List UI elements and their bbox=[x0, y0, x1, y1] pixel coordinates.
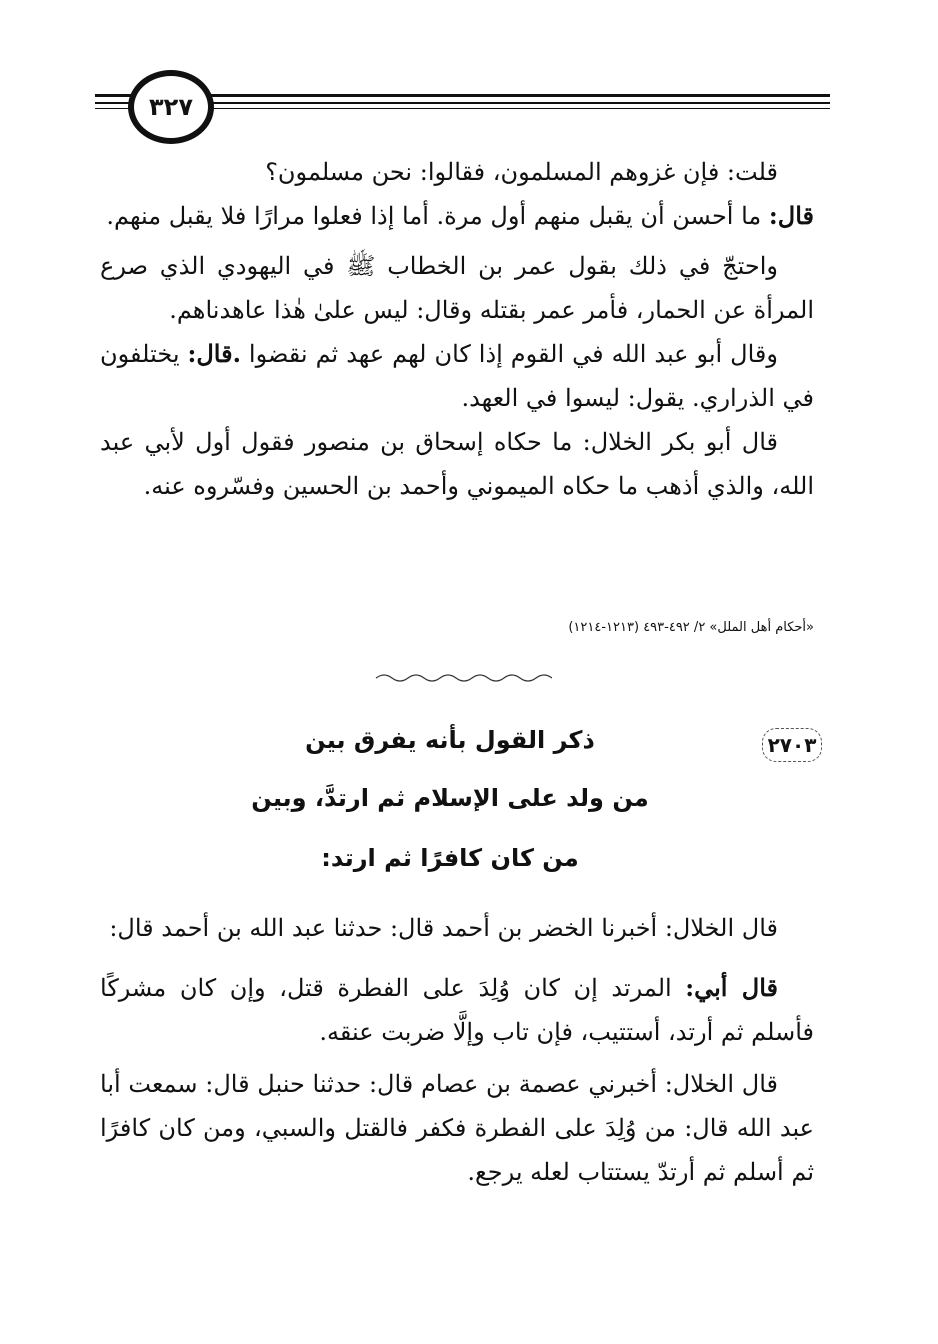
section-heading: من ولد على الإسلام ثم ارتدَّ، وبين bbox=[251, 784, 649, 812]
paragraph-text: المرتد إن كان وُلِدَ على الفطرة قتل، وإن كان مشركًا فأسلم ثم أرتد، أستتيب، فإن تاب وإلَّا ضربت عنقه. bbox=[100, 974, 814, 1046]
paragraph bbox=[100, 194, 814, 238]
speaker-label: قال أبي: bbox=[685, 973, 778, 1002]
paragraph bbox=[100, 332, 814, 420]
paragraph: قال الخلال: أخبرنا الخضر بن أحمد قال: حدثنا عبد الله بن أحمد قال: bbox=[109, 914, 778, 942]
paragraph-text: ما أحسن أن يقبل منهم أول مرة. أما إذا فعلوا مرارًا فلا يقبل منهم. bbox=[106, 202, 769, 230]
paragraph: واحتجّ في ذلك بقول عمر بن الخطاب ﷺ في اليهودي الذي صرع المرأة عن الحمار، فأمر عمر بقتله وقال: ليس علىٰ هٰذا عاهدناهم. bbox=[100, 252, 814, 324]
paragraph: قال الخلال: أخبرني عصمة بن عصام قال: حدثنا حنبل قال: سمعت أبا عبد الله قال: من وُلِدَ على الفطرة فكفر فالقتل والسبي، ومن كان كافرًا ثم أسلم ثم أرتدّ يستتاب لعله يرجع. bbox=[100, 1070, 814, 1186]
section1-text bbox=[100, 150, 814, 508]
paragraph: قال أبو بكر الخلال: ما حكاه إسحاق بن منصور فقول أول لأبي عبد الله، والذي أذهب ما حكاه الميموني وأحمد بن الحسين وفسّروه عنه. bbox=[100, 428, 814, 500]
section-number-badge: ٢٧٠٣ bbox=[762, 728, 822, 762]
speaker-label: قال: bbox=[768, 201, 814, 230]
page-number: ٣٢٧ bbox=[128, 70, 214, 144]
speaker-label: .قال: bbox=[187, 339, 241, 368]
paragraph-text: وقال أبو عبد الله في القوم إذا كان لهم عهد ثم نقضوا bbox=[240, 340, 778, 368]
citation: «أحكام أهل الملل» ٢/ ٤٩٢-٤٩٣ (١٢١٣-١٢١٤) bbox=[568, 620, 814, 635]
paragraph bbox=[100, 966, 814, 1054]
section2-text bbox=[100, 906, 814, 1194]
divider-ornament-icon bbox=[372, 672, 552, 684]
section-heading: ذكر القول بأنه يفرق بين bbox=[305, 726, 595, 754]
paragraph-text: يختلفون في الذراري. يقول: ليسوا في العهد. bbox=[100, 340, 814, 412]
section-heading: من كان كافرًا ثم ارتد: bbox=[321, 844, 579, 872]
paragraph: قلت: فإن غزوهم المسلمون، فقالوا: نحن مسلمون؟ bbox=[265, 158, 778, 186]
